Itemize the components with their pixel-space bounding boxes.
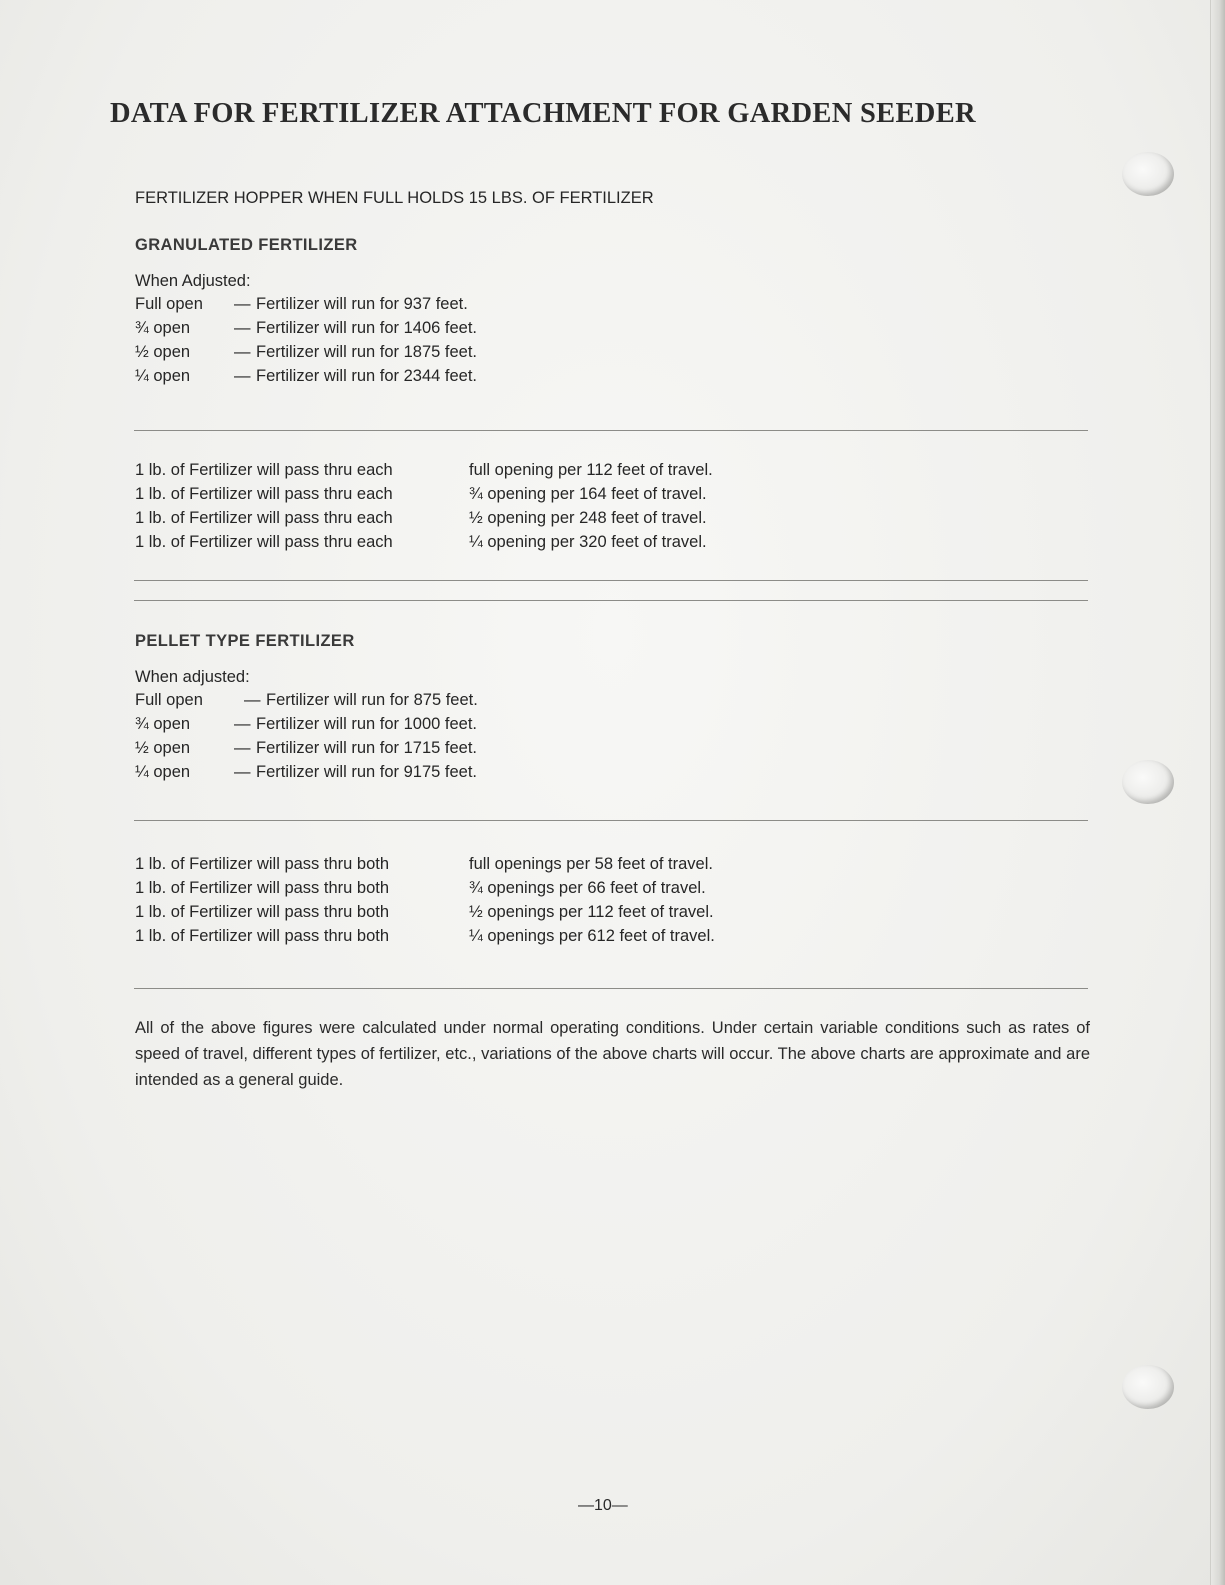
- setting-label: ¾ open: [135, 319, 191, 337]
- pellet-run-row: [135, 712, 477, 736]
- granulated-run-row: [135, 316, 477, 340]
- setting-label: ½ open: [135, 343, 191, 361]
- pass-detail: full openings per 58 feet of travel.: [469, 855, 713, 873]
- pellet-run-row: [135, 760, 477, 784]
- pass-detail: ¼ openings per 612 feet of travel.: [469, 927, 715, 945]
- pass-detail: ½ openings per 112 feet of travel.: [469, 903, 714, 921]
- pass-detail: ¾ openings per 66 feet of travel.: [469, 879, 706, 897]
- divider: [134, 600, 1088, 601]
- setting-label: ¾ open: [135, 715, 191, 733]
- divider: [134, 820, 1088, 821]
- run-text: Fertilizer will run for 875 feet.: [266, 691, 478, 709]
- pass-lead: 1 lb. of Fertilizer will pass thru each: [135, 461, 393, 479]
- pass-detail: ¼ opening per 320 feet of travel.: [469, 533, 707, 551]
- dash: —: [234, 367, 251, 385]
- run-text: Fertilizer will run for 2344 feet.: [256, 367, 478, 385]
- binder-hole: [1122, 760, 1174, 804]
- hopper-capacity-note: FERTILIZER HOPPER WHEN FULL HOLDS 15 LBS. OF FERTILIZER: [135, 189, 654, 207]
- setting-label: Full open: [135, 691, 203, 709]
- pass-lead: 1 lb. of Fertilizer will pass thru each: [135, 533, 393, 551]
- run-text: Fertilizer will run for 1000 feet.: [256, 715, 478, 733]
- dash: —: [234, 319, 251, 337]
- granulated-adjusted-label: When Adjusted:: [135, 272, 251, 290]
- pellet-pass-row: [135, 852, 713, 876]
- pass-detail: ½ opening per 248 feet of travel.: [469, 509, 707, 527]
- pellet-run-row: [135, 688, 478, 712]
- pass-lead: 1 lb. of Fertilizer will pass thru both: [135, 855, 390, 873]
- pass-lead: 1 lb. of Fertilizer will pass thru each: [135, 485, 393, 503]
- granulated-heading: GRANULATED FERTILIZER: [135, 236, 358, 254]
- setting-label: ½ open: [135, 739, 191, 757]
- setting-label: Full open: [135, 295, 203, 313]
- dash: —: [244, 691, 261, 709]
- run-text: Fertilizer will run for 1406 feet.: [256, 319, 478, 337]
- setting-label: ¼ open: [135, 367, 191, 385]
- divider: [134, 988, 1088, 989]
- pellet-heading: PELLET TYPE FERTILIZER: [135, 632, 355, 650]
- pellet-pass-row: [135, 924, 715, 948]
- setting-label: ¼ open: [135, 763, 191, 781]
- pass-lead: 1 lb. of Fertilizer will pass thru both: [135, 903, 390, 921]
- dash: —: [234, 715, 251, 733]
- run-text: Fertilizer will run for 937 feet.: [256, 295, 468, 313]
- divider: [134, 430, 1088, 431]
- binder-hole: [1122, 1365, 1174, 1409]
- granulated-pass-row: [135, 530, 707, 554]
- dash: —: [234, 739, 251, 757]
- divider: [134, 580, 1088, 581]
- binder-hole: [1122, 152, 1174, 196]
- granulated-pass-row: [135, 482, 707, 506]
- granulated-run-row: [135, 292, 468, 316]
- pass-lead: 1 lb. of Fertilizer will pass thru both: [135, 927, 390, 945]
- closing-note: All of the above figures were calculated under normal operating conditions. Under certain variable conditions such as rates of speed of travel, different types of fertilizer, etc., variations of the above charts will occur. The above charts are approximate and are intended as a general guide.: [135, 1019, 1090, 1089]
- dash: —: [234, 343, 251, 361]
- pass-lead: 1 lb. of Fertilizer will pass thru each: [135, 509, 393, 527]
- pass-detail: full opening per 112 feet of travel.: [469, 461, 713, 479]
- pellet-pass-row: [135, 900, 714, 924]
- granulated-run-row: [135, 340, 477, 364]
- page-edge: [1210, 0, 1225, 1585]
- dash: —: [234, 295, 251, 313]
- page-number: —10—: [578, 1497, 628, 1514]
- pellet-pass-row: [135, 876, 706, 900]
- granulated-pass-row: [135, 506, 707, 530]
- pass-lead: 1 lb. of Fertilizer will pass thru both: [135, 879, 390, 897]
- run-text: Fertilizer will run for 1715 feet.: [256, 739, 478, 757]
- pellet-run-row: [135, 736, 477, 760]
- pass-detail: ¾ opening per 164 feet of travel.: [469, 485, 707, 503]
- run-text: Fertilizer will run for 1875 feet.: [256, 343, 478, 361]
- dash: —: [234, 763, 251, 781]
- granulated-pass-row: [135, 458, 713, 482]
- granulated-run-row: [135, 364, 477, 388]
- pellet-adjusted-label: When adjusted:: [135, 668, 250, 686]
- run-text: Fertilizer will run for 9175 feet.: [256, 763, 478, 781]
- page-title: DATA FOR FERTILIZER ATTACHMENT FOR GARDEN SEEDER: [110, 98, 976, 129]
